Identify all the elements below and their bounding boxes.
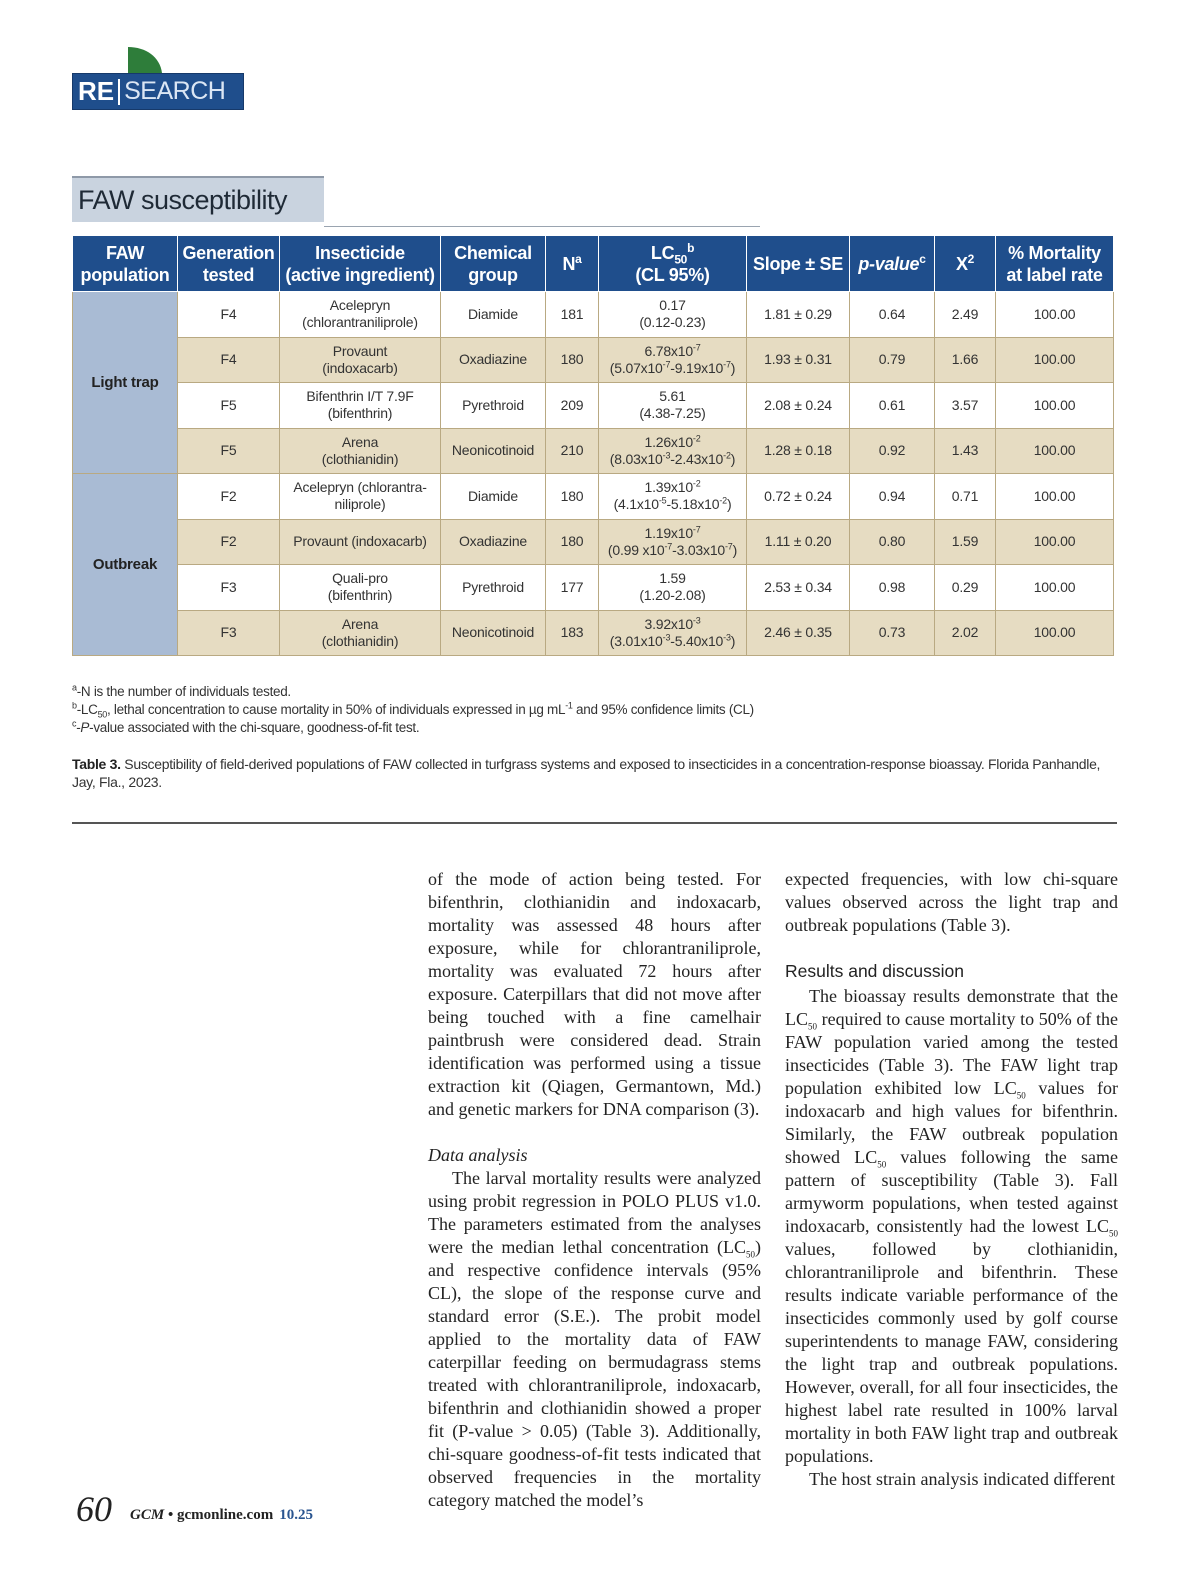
table-row: [73, 337, 1114, 383]
lc50-cell: $1.19x10^{-7}$ (0.99 $x10^{-7}-3.03x10^{-7}$): [599, 519, 747, 565]
table-row: [73, 428, 1114, 474]
population-group: Light trap: [73, 292, 178, 474]
pvalue-cell: 0.73: [850, 610, 935, 656]
body-column-2: [785, 868, 1118, 1491]
pvalue-cell: 0.64: [850, 292, 935, 338]
chi-square-cell: 2.49: [935, 292, 996, 338]
n-cell: 180: [546, 519, 599, 565]
chemical-group-cell: Diamide: [441, 474, 546, 520]
continuation-paragraph: expected frequencies, with low chi-square values observed across the light trap and outbreak populations (Table 3).: [785, 869, 1118, 935]
header-chi-square: $X^2$: [935, 236, 996, 292]
table-footnotes: [72, 683, 754, 737]
mortality-cell: 100.00: [996, 292, 1114, 338]
header-mortality: % Mortality at label rate: [996, 236, 1114, 292]
mortality-cell: 100.00: [996, 519, 1114, 565]
mortality-cell: 100.00: [996, 337, 1114, 383]
footnote-c: $^c$-P-value associated with the chi-square, goodness-of-fit test.: [72, 718, 420, 735]
title-rule: [324, 226, 760, 227]
pvalue-cell: 0.79: [850, 337, 935, 383]
section-rule: [72, 822, 1117, 824]
lc50-cell: 5.61 (4.38-7.25): [599, 383, 747, 429]
insecticide-cell: Provaunt (indoxacarb): [280, 519, 441, 565]
results-paragraph: The bioassay results demonstrate that the $LC_{50}$ required to cause mortality to 50% of the FAW population varied among the tested insecticides (Table 3). The FAW light trap population exhibited low $LC_{50}$ values for indoxacarb and high values for bifenthrin. Similarly, the FAW outbreak population showed $LC_{50}$ values following the same pattern of susceptibility (Table 3). Fall armyworm populations, when tested against indoxacarb, consistently had the lowest $LC_{50}$ values, followed by clothianidin, chlorantraniliprole and bifenthrin. These results indicate variable performance of the insecticides commonly used by golf course superintendents to manage FAW, considering the light trap and outbreak populations. However, overall, for all four insecticides, the highest label rate resulted in 100% larval mortality in both FAW light trap and outbreak populations.: [785, 986, 1118, 1466]
footnote-a: $^a$-N is the number of individuals tested.: [72, 682, 291, 699]
generation-cell: F5: [178, 428, 280, 474]
pvalue-cell: 0.80: [850, 519, 935, 565]
chemical-group-cell: Oxadiazine: [441, 519, 546, 565]
slope-cell: 1.28 ± 0.18: [747, 428, 850, 474]
header-pvalue: p-value$^c$: [850, 236, 935, 292]
table-row: [73, 474, 1114, 520]
slope-cell: 0.72 ± 0.24: [747, 474, 850, 520]
table-row: [73, 383, 1114, 429]
section-label-light: SEARCH: [124, 77, 226, 105]
slope-cell: 1.11 ± 0.20: [747, 519, 850, 565]
section-banner: [72, 73, 244, 110]
mortality-cell: 100.00: [996, 474, 1114, 520]
leaf-icon: [128, 47, 162, 73]
pvalue-cell: 0.98: [850, 565, 935, 611]
pvalue-cell: 0.92: [850, 428, 935, 474]
header-generation: Generation tested: [178, 236, 280, 292]
pvalue-cell: 0.94: [850, 474, 935, 520]
mortality-cell: 100.00: [996, 383, 1114, 429]
slope-cell: 1.93 ± 0.31: [747, 337, 850, 383]
generation-cell: F2: [178, 474, 280, 520]
lc50-cell: $6.78x10^{-7}$ $(5.07x10^{-7}-9.19x10^{-7})$: [599, 337, 747, 383]
insecticide-cell: Acelepryn (chlorantraniliprole): [280, 292, 441, 338]
n-cell: 180: [546, 474, 599, 520]
chi-square-cell: 2.02: [935, 610, 996, 656]
n-cell: 180: [546, 337, 599, 383]
n-cell: 177: [546, 565, 599, 611]
slope-cell: 2.46 ± 0.35: [747, 610, 850, 656]
lc50-cell: 0.17 (0.12-0.23): [599, 292, 747, 338]
slope-cell: 2.53 ± 0.34: [747, 565, 850, 611]
generation-cell: F4: [178, 337, 280, 383]
header-n: $N^a$: [546, 236, 599, 292]
methods-paragraph: of the mode of action being tested. For bifenthrin, clothianidin and indoxacarb, mortality was assessed 48 hours after exposure, while for chlorantraniliprole, mortality was evaluated 72 hours after exposure. Caterpillars that did not move after being touched with a fine camelhair paintbrush were considered dead. Strain identification was performed using a tissue extraction kit (Qiagen, Germantown, Md.) and genetic markers for DNA comparison (3).: [428, 869, 761, 1119]
section-divider: [118, 79, 120, 105]
table-header-row: [73, 236, 1114, 292]
table-row: [73, 519, 1114, 565]
insecticide-cell: Bifenthrin I/T 7.9F (bifenthrin): [280, 383, 441, 429]
insecticide-cell: Arena (clothianidin): [280, 610, 441, 656]
table-row: [73, 292, 1114, 338]
insecticide-cell: Quali-pro (bifenthrin): [280, 565, 441, 611]
lc50-cell: $1.26x10^{-2}$ $(8.03x10^{-3}-2.43x10^{-2})$: [599, 428, 747, 474]
lc50-cell: $3.92x10^{-3}$ $(3.01x10^{-3}-5.40x10^{-3})$: [599, 610, 747, 656]
chemical-group-cell: Pyrethroid: [441, 565, 546, 611]
table-title: FAW susceptibility: [72, 176, 324, 222]
table-row: [73, 565, 1114, 611]
generation-cell: F2: [178, 519, 280, 565]
n-cell: 181: [546, 292, 599, 338]
insecticide-cell: Arena (clothianidin): [280, 428, 441, 474]
header-population: FAW population: [73, 236, 178, 292]
n-cell: 183: [546, 610, 599, 656]
lc50-cell: 1.59 (1.20-2.08): [599, 565, 747, 611]
publication-line: GCM • gcmonline.com 10.25: [130, 1507, 313, 1523]
chemical-group-cell: Oxadiazine: [441, 337, 546, 383]
body-column-1: [428, 868, 761, 1512]
chi-square-cell: 0.29: [935, 565, 996, 611]
generation-cell: F4: [178, 292, 280, 338]
host-strain-paragraph: The host strain analysis indicated different: [809, 1469, 1116, 1489]
population-group: Outbreak: [73, 474, 178, 656]
chemical-group-cell: Neonicotinoid: [441, 610, 546, 656]
chi-square-cell: 1.43: [935, 428, 996, 474]
n-cell: 209: [546, 383, 599, 429]
table-caption: Table 3. Susceptibility of field-derived populations of FAW collected in turfgrass systems and exposed to insecticides in a concentration-response bioassay. Florida Panhandle, Jay, Fla., 2023.: [72, 756, 1101, 790]
data-analysis-heading: Data analysis: [428, 1145, 528, 1165]
chi-square-cell: 0.71: [935, 474, 996, 520]
slope-cell: 1.81 ± 0.29: [747, 292, 850, 338]
chi-square-cell: 1.66: [935, 337, 996, 383]
chi-square-cell: 1.59: [935, 519, 996, 565]
pvalue-cell: 0.61: [850, 383, 935, 429]
mortality-cell: 100.00: [996, 565, 1114, 611]
section-logo: [72, 47, 244, 111]
generation-cell: F5: [178, 383, 280, 429]
page-number: 60: [76, 1489, 112, 1529]
data-analysis-paragraph: The larval mortality results were analyzed using probit regression in POLO PLUS v1.0. The parameters estimated from the analyses were the median lethal concentration $(LC_{50})$ and respective confidence intervals (95% CL), the slope of the response curve and standard error (S.E.). The probit model applied to the mortality data of FAW caterpillar feeding on bermudagrass stems treated with chlorantraniliprole, indoxacarb, bifenthrin and clothianidin showed a proper fit (P-value > 0.05) (Table 3). Additionally, chi-square goodness-of-fit tests indicated that observed frequencies in the mortality category matched the model’s: [428, 1168, 761, 1510]
slope-cell: 2.08 ± 0.24: [747, 383, 850, 429]
header-slope: Slope ± SE: [747, 236, 850, 292]
susceptibility-table: [72, 235, 1114, 656]
generation-cell: F3: [178, 565, 280, 611]
chi-square-cell: 3.57: [935, 383, 996, 429]
chemical-group-cell: Pyrethroid: [441, 383, 546, 429]
header-insecticide: Insecticide (active ingredient): [280, 236, 441, 292]
results-heading: Results and discussion: [785, 961, 964, 981]
insecticide-cell: Acelepryn (chlorantra- niliprole): [280, 474, 441, 520]
insecticide-cell: Provaunt (indoxacarb): [280, 337, 441, 383]
header-chemical-group: Chemical group: [441, 236, 546, 292]
section-label-strong: RE: [78, 76, 115, 106]
chemical-group-cell: Neonicotinoid: [441, 428, 546, 474]
generation-cell: F3: [178, 610, 280, 656]
footnote-b: $^b-LC_{50}$, lethal concentration to cause mortality in 50% of individuals expressed in µg $mL^{-1}$ and 95% confidence limits (CL): [72, 700, 754, 720]
mortality-cell: 100.00: [996, 428, 1114, 474]
table-row: [73, 610, 1114, 656]
header-lc50: $LC_{50}^b$ (CL 95%): [599, 236, 747, 292]
lc50-cell: $1.39x10^{-2}$ $(4.1x10^{-5}-5.18x10^{-2})$: [599, 474, 747, 520]
chemical-group-cell: Diamide: [441, 292, 546, 338]
n-cell: 210: [546, 428, 599, 474]
mortality-cell: 100.00: [996, 610, 1114, 656]
